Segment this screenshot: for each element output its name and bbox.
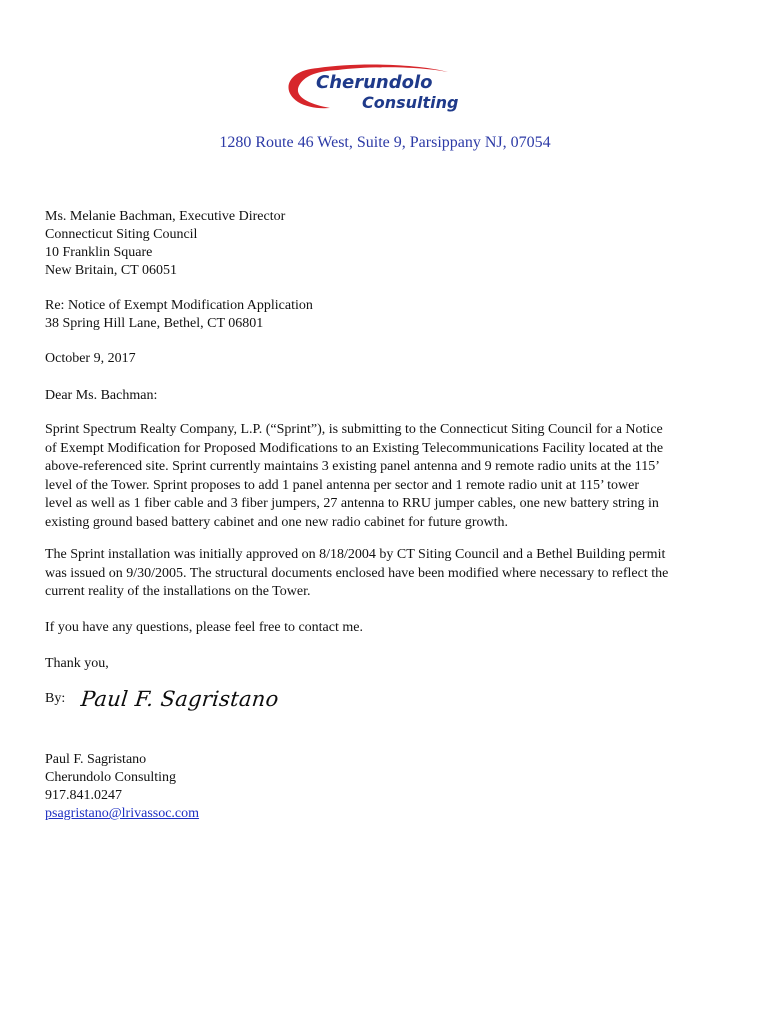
- recipient-line: Ms. Melanie Bachman, Executive Director: [45, 209, 286, 224]
- paragraph-line: was issued on 9/30/2005. The structural documents enclosed have been modified where necessary to reflect the: [45, 565, 669, 581]
- sender-company: Cherundolo Consulting: [45, 770, 177, 785]
- letter-date: October 9, 2017: [45, 351, 136, 366]
- subject-block: [45, 297, 725, 333]
- sender-phone: 917.841.0247: [45, 788, 122, 803]
- paragraph-line: level of the Tower. Sprint proposes to add 1 panel antenna per sector and 1 remote radio unit at 115’ tower: [45, 477, 639, 493]
- subject-line: 38 Spring Hill Lane, Bethel, CT 06801: [45, 316, 264, 331]
- closing-thanks: Thank you,: [45, 656, 109, 671]
- recipient-line: New Britain, CT 06051: [45, 263, 177, 278]
- logo-text-line1: Cherundolo: [316, 72, 433, 93]
- sender-block: [45, 751, 725, 823]
- by-label: By:: [45, 691, 66, 706]
- subject-line: Re: Notice of Exempt Modification Application: [45, 298, 313, 313]
- paragraph-line: Sprint Spectrum Realty Company, L.P. (“Sprint”), is submitting to the Connecticut Siting Council for a Notice: [45, 422, 663, 437]
- recipient-line: 10 Franklin Square: [45, 245, 153, 260]
- sender-name: Paul F. Sagristano: [45, 752, 147, 767]
- recipient-address: [45, 208, 725, 280]
- paragraph-line: The Sprint installation was initially approved on 8/18/2004 by CT Siting Council and a Bethel Building permit: [45, 547, 666, 562]
- body-paragraph-2: [45, 546, 735, 602]
- sender-email-link[interactable]: psagristano@lrivassoc.com: [45, 806, 200, 821]
- logo-graphic: [278, 60, 493, 116]
- paragraph-line: of Exempt Modification for Proposed Modifications to an Existing Telecommunications Facility located at the: [45, 440, 664, 456]
- company-logo: [278, 60, 493, 116]
- body-paragraph-1: [45, 421, 735, 532]
- paragraph-line: level as well as 1 fiber cable and 3 fiber jumpers, 27 antenna to RRU jumper cables, one new battery string in: [45, 496, 659, 511]
- company-address: 1280 Route 46 West, Suite 9, Parsippany NJ, 07054: [219, 134, 551, 151]
- paragraph-line: above-referenced site. Sprint currently maintains 3 existing panel antenna and 9 remote radio units at the 115’: [45, 459, 660, 474]
- salutation: Dear Ms. Bachman:: [45, 388, 158, 403]
- body-paragraph-3: If you have any questions, please feel free to contact me.: [45, 620, 363, 635]
- signature-row: [45, 687, 280, 711]
- paragraph-line: existing ground based battery cabinet and one new radio cabinet for future growth.: [45, 514, 509, 530]
- handwritten-signature: Paul F. Sagristano: [79, 687, 280, 711]
- logo-text-line2: Consulting: [362, 93, 459, 112]
- recipient-line: Connecticut Siting Council: [45, 227, 198, 242]
- paragraph-line: current reality of the installations on the Tower.: [45, 584, 311, 599]
